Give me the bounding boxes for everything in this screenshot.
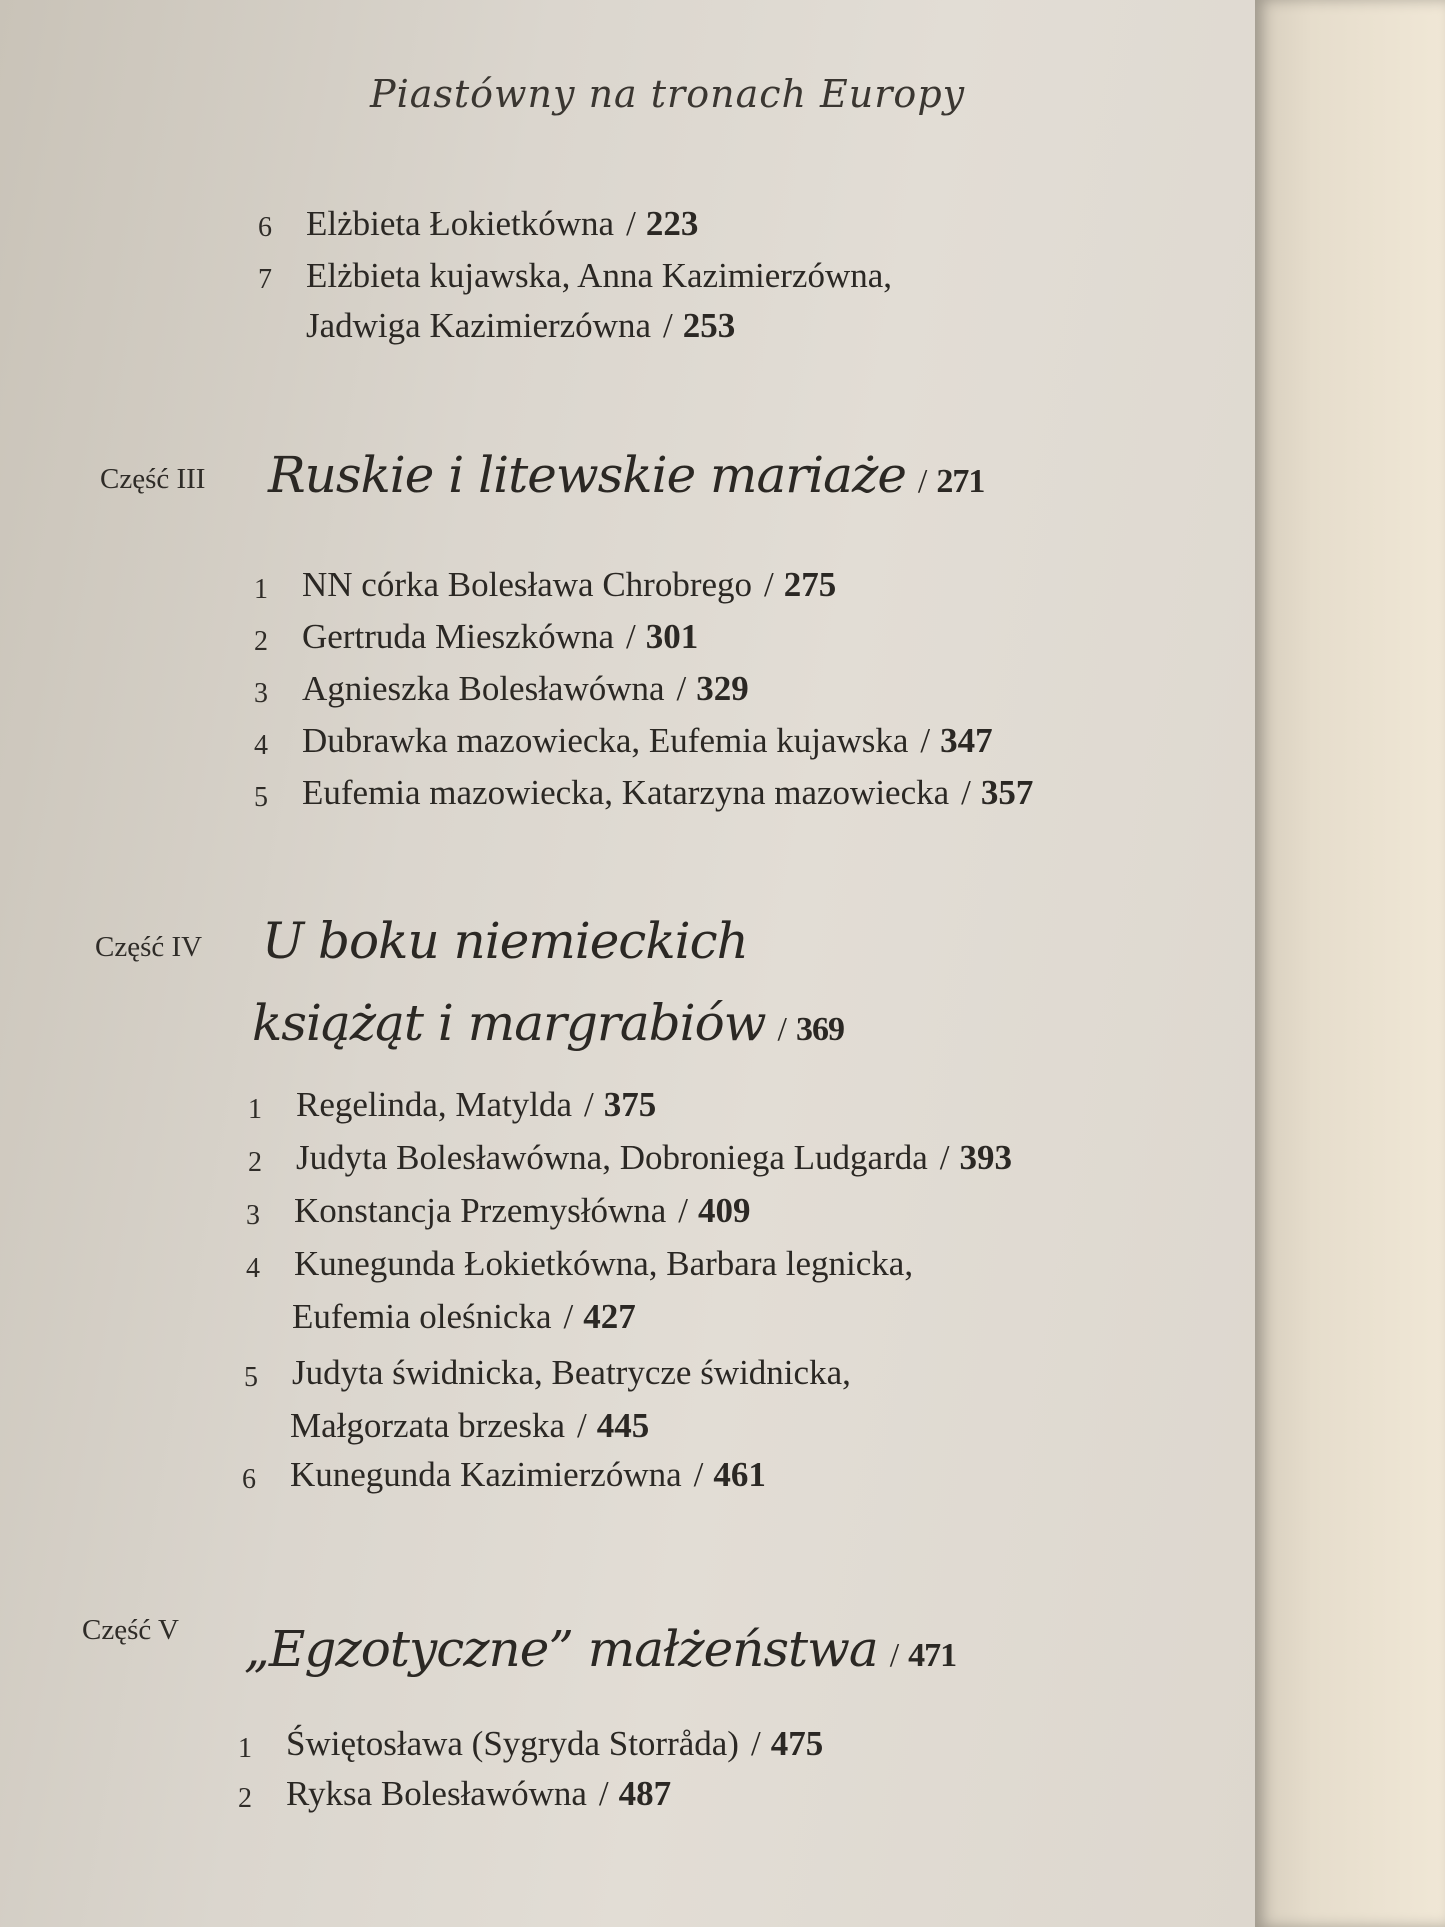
entry-number: 6	[258, 212, 272, 243]
entry-number: 2	[248, 1147, 262, 1178]
entry-page-number: 475	[770, 1724, 824, 1763]
entry-number: 1	[254, 574, 268, 605]
entry-title: Gertruda Mieszkówna	[302, 617, 614, 656]
toc-entry[interactable]: Judyta Bolesławówna, Dobroniega Ludgarda / 393	[296, 1138, 1013, 1177]
entry-title: Dubrawka mazowiecka, Eufemia kujawska	[302, 721, 909, 760]
part-page-number: 271	[936, 463, 985, 500]
toc-entry[interactable]	[306, 256, 892, 296]
entry-title: Agnieszka Bolesławówna	[302, 669, 665, 708]
entry-title: Świętosława (Sygryda Storråda)	[286, 1724, 739, 1763]
entry-title: Kunegunda Łokietkówna, Barbara legnicka,	[294, 1244, 914, 1283]
toc-entry-continuation[interactable]: Małgorzata brzeska / 445	[290, 1406, 650, 1445]
entry-number: 3	[254, 678, 268, 709]
toc-entry[interactable]: Kunegunda Kazimierzówna / 461	[290, 1455, 766, 1494]
toc-entry[interactable]: Agnieszka Bolesławówna / 329	[302, 669, 749, 708]
toc-entry[interactable]: Gertruda Mieszkówna / 301	[302, 617, 699, 656]
entry-number: 2	[254, 626, 268, 657]
entry-title: Regelinda, Matylda	[296, 1085, 573, 1124]
entry-page-number: 445	[596, 1406, 650, 1445]
entry-page-number: 487	[618, 1774, 672, 1813]
entry-page-number: 393	[959, 1138, 1013, 1177]
entry-page-number: 223	[645, 204, 699, 243]
entry-page-number: 409	[698, 1191, 751, 1230]
toc-entry[interactable]: Dubrawka mazowiecka, Eufemia kujawska / 347	[302, 721, 993, 760]
part-title: Ruskie i litewskie mariaże	[268, 446, 906, 504]
entry-title: Małgorzata brzeska	[290, 1406, 565, 1445]
entry-page-number: 301	[645, 617, 699, 656]
toc-entry[interactable]: Ryksa Bolesławówna / 487	[286, 1774, 672, 1813]
entry-page-number: 427	[583, 1297, 636, 1336]
toc-entry[interactable]: NN córka Bolesława Chrobrego / 275	[302, 565, 837, 604]
entry-title: Ryksa Bolesławówna	[286, 1774, 587, 1813]
entry-number: 5	[254, 782, 268, 813]
facing-page-edge	[1255, 0, 1445, 1927]
part-title: książąt i margrabiów	[252, 994, 766, 1052]
part-title: „Egzotyczne” małżeństwa	[244, 1620, 878, 1678]
toc-entry[interactable]	[292, 1353, 851, 1393]
part-heading-continuation[interactable]: książąt i margrabiów / 369	[252, 994, 844, 1052]
entry-title: Eufemia oleśnicka	[292, 1297, 552, 1336]
entry-title: Judyta Bolesławówna, Dobroniega Ludgarda	[296, 1138, 928, 1177]
entry-title: NN córka Bolesława Chrobrego	[302, 565, 753, 604]
part-label: Część III	[100, 463, 206, 495]
entry-number: 1	[238, 1733, 252, 1764]
toc-entry-continuation[interactable]: Eufemia oleśnicka / 427	[292, 1297, 636, 1336]
part-heading[interactable]: „Egzotyczne” małżeństwa / 471	[244, 1620, 957, 1678]
part-heading[interactable]	[262, 912, 748, 970]
toc-entry[interactable]: Eufemia mazowiecka, Katarzyna mazowiecka / 357	[302, 773, 1034, 812]
part-heading[interactable]: Ruskie i litewskie mariaże / 271	[268, 446, 985, 504]
entry-title: Elżbieta kujawska, Anna Kazimierzówna,	[306, 256, 893, 295]
running-title: Piastówny na tronach Europy	[370, 72, 966, 116]
entry-number: 2	[238, 1783, 252, 1814]
entry-page-number: 347	[940, 721, 993, 760]
entry-number: 3	[246, 1200, 260, 1231]
entry-number: 7	[258, 264, 272, 295]
entry-title: Jadwiga Kazimierzówna	[306, 306, 651, 345]
part-page-number: 471	[908, 1637, 957, 1674]
entry-number: 1	[248, 1094, 262, 1125]
entry-number: 5	[244, 1362, 258, 1393]
part-label: Część V	[82, 1614, 179, 1646]
part-page-number: 369	[795, 1011, 844, 1048]
entry-title: Konstancja Przemysłówna	[294, 1191, 667, 1230]
part-label: Część IV	[95, 931, 203, 963]
entry-title: Kunegunda Kazimierzówna	[290, 1455, 682, 1494]
toc-entry-continuation[interactable]: Jadwiga Kazimierzówna / 253	[306, 306, 736, 345]
part-title: U boku niemieckich	[262, 912, 748, 970]
toc-entry[interactable]	[294, 1244, 913, 1284]
toc-entry[interactable]: Świętosława (Sygryda Storråda) / 475	[286, 1724, 824, 1763]
toc-entry[interactable]: Elżbieta Łokietkówna / 223	[306, 204, 699, 243]
entry-page-number: 275	[783, 565, 837, 604]
toc-entry[interactable]: Konstancja Przemysłówna / 409	[294, 1191, 751, 1230]
entry-number: 4	[254, 730, 268, 761]
entry-page-number: 375	[603, 1085, 657, 1124]
entry-number: 6	[242, 1464, 256, 1495]
entry-page-number: 461	[713, 1455, 766, 1494]
entry-page-number: 329	[696, 669, 749, 708]
entry-title: Elżbieta Łokietkówna	[306, 204, 615, 243]
toc-entry[interactable]: Regelinda, Matylda / 375	[296, 1085, 657, 1124]
entry-title: Judyta świdnicka, Beatrycze świdnicka,	[292, 1353, 851, 1392]
entry-page-number: 253	[682, 306, 736, 345]
entry-page-number: 357	[980, 773, 1034, 812]
entry-title: Eufemia mazowiecka, Katarzyna mazowiecka	[302, 773, 950, 812]
entry-number: 4	[246, 1253, 260, 1284]
